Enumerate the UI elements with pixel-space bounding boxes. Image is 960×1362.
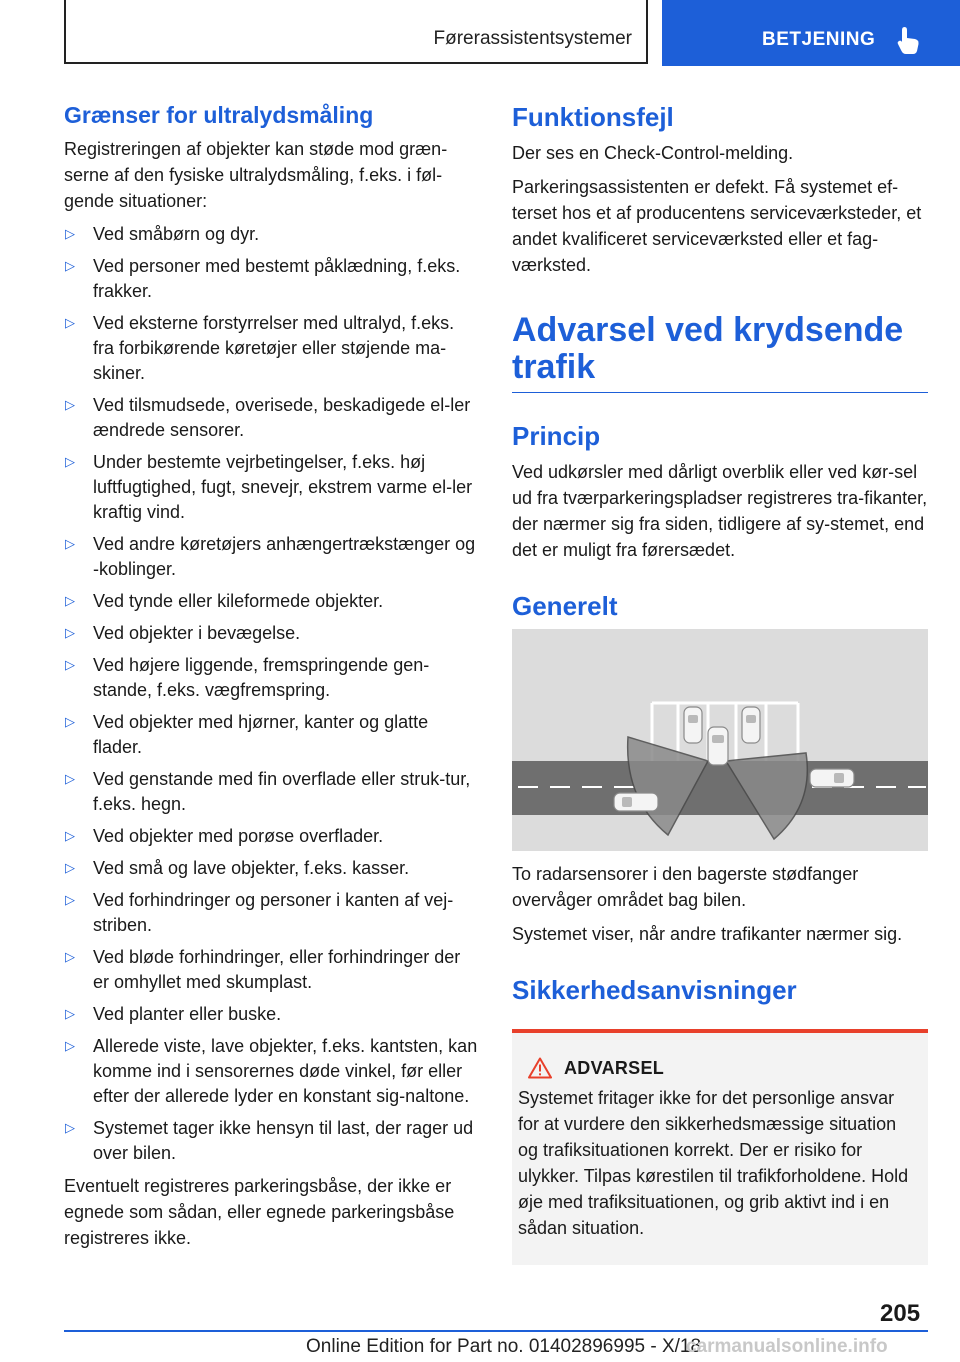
general-paragraph-2: Systemet viser, når andre trafikanter nærmer sig. (512, 924, 903, 944)
fault-paragraph-2: Parkeringsassistenten er defekt. Få systemet ef-terset hos et af producentens serviceværksteder, et andet kvalificeret serviceværksted eller et fag-værksted. (512, 177, 922, 275)
warning-title-row (528, 1057, 920, 1079)
header-chapter-title: BETJENING (762, 29, 876, 50)
triangle-bullet-icon: ▷ (65, 714, 75, 729)
warning-triangle-icon (528, 1057, 552, 1079)
list-item: ▷ Ved tilsmudsede, overisede, beskadigede el-ler ændrede sensorer. (65, 395, 471, 440)
pointing-hand-icon (896, 27, 922, 55)
triangle-bullet-icon: ▷ (65, 397, 75, 412)
general-heading: Generelt (512, 591, 618, 621)
list-item: ▷ Ved forhindringer og personer i kanten af vej-striben. (65, 890, 454, 935)
cross-traffic-illustration (512, 629, 928, 851)
triangle-bullet-icon: ▷ (65, 771, 75, 786)
list-item: ▷ Ved eksterne forstyrrelser med ultralyd, f.eks. fra forbikørende køretøjer eller støjende ma-skiner. (65, 313, 455, 383)
header-chapter-tab (662, 0, 960, 66)
page-number: 205 (880, 1300, 921, 1327)
warning-box (512, 1029, 928, 1265)
triangle-bullet-icon: ▷ (65, 454, 75, 469)
ultrasound-limits-outro: Eventuelt registreres parkeringsbåse, der ikke er egnede som sådan, eller egnede parkeringsbåse registreres ikke. (64, 1176, 455, 1248)
list-item: ▷ Ved objekter med porøse overflader. (65, 826, 384, 846)
list-item: ▷ Ved personer med bestemt påklædning, f.eks. frakker. (65, 256, 461, 301)
list-item: ▷ Ved bløde forhindringer, eller forhindringer der er omhyllet med skumplast. (65, 947, 461, 992)
triangle-bullet-icon: ▷ (65, 226, 75, 241)
chapter-title: Advarsel ved krydsende trafik (512, 312, 928, 393)
list-item: ▷ Ved små og lave objekter, f.eks. kasser. (65, 858, 410, 878)
list-item: ▷ Ved objekter med hjørner, kanter og glatte flader. (65, 712, 429, 757)
list-item: ▷ Allerede viste, lave objekter, f.eks. kantsten, kan komme ind i sensorernes døde vinkel, før eller efter der allerede lyder en konstant sig-naltone. (65, 1036, 478, 1106)
triangle-bullet-icon: ▷ (65, 828, 75, 843)
list-item: ▷ Ved genstande med fin overflade eller struk-tur, f.eks. hegn. (65, 769, 471, 814)
list-item: ▷ Ved planter eller buske. (65, 1004, 282, 1024)
watermark: carmanualsonline.info (686, 1336, 888, 1357)
fault-paragraph-1: Der ses en Check-Control-melding. (512, 143, 794, 163)
fault-heading: Funktionsfejl (512, 102, 674, 132)
list-item: ▷ Under bestemte vejrbetingelser, f.eks. høj luftfugtighed, fugt, snevejr, ekstrem varme el-ler kraftig vind. (65, 452, 473, 522)
principle-heading: Princip (512, 421, 601, 451)
triangle-bullet-icon: ▷ (65, 1006, 75, 1021)
list-item: ▷ Ved småbørn og dyr. (65, 224, 260, 244)
list-item: ▷ Systemet tager ikke hensyn til last, der rager ud over bilen. (65, 1118, 474, 1163)
triangle-bullet-icon: ▷ (65, 860, 75, 875)
header-section-title: Førerassistentsystemer (433, 28, 632, 49)
triangle-bullet-icon: ▷ (65, 949, 75, 964)
right-column (512, 100, 928, 1265)
triangle-bullet-icon: ▷ (65, 315, 75, 330)
ultrasound-limits-heading: Grænser for ultralydsmåling (64, 102, 374, 128)
warning-label: ADVARSEL (564, 1057, 665, 1078)
list-item: ▷ Ved højere liggende, fremspringende gen-stande, f.eks. vægfremspring. (65, 655, 430, 700)
triangle-bullet-icon: ▷ (65, 258, 75, 273)
safety-heading: Sikkerhedsanvisninger (512, 975, 797, 1005)
principle-paragraph: Ved udkørsler med dårligt overblik eller ved kør-sel ud fra tværparkeringspladser registreres tra-fikanter, der nærmer sig fra siden, tidligere af sy-stemet, end det er muligt fra førersædet. (512, 462, 928, 560)
triangle-bullet-icon: ▷ (65, 892, 75, 907)
general-paragraph-1: To radarsensorer i den bagerste stødfanger overvåger området bag bilen. (512, 864, 859, 910)
triangle-bullet-icon: ▷ (65, 593, 75, 608)
ultrasound-limits-list (64, 222, 478, 1166)
triangle-bullet-icon: ▷ (65, 1038, 75, 1053)
triangle-bullet-icon: ▷ (65, 657, 75, 672)
triangle-bullet-icon: ▷ (65, 1120, 75, 1135)
triangle-bullet-icon: ▷ (65, 625, 75, 640)
list-item: ▷ Ved andre køretøjers anhængertrækstænger og -koblinger. (65, 534, 476, 579)
header-section-box (64, 0, 648, 64)
ultrasound-limits-intro: Registreringen af objekter kan støde mod græn-serne af den fysiske ultralydsmåling, f.eks. i føl-gende situationer: (64, 139, 448, 211)
footer-edition: Online Edition for Part no. 01402896995 - X/18 (306, 1336, 702, 1357)
triangle-bullet-icon: ▷ (65, 536, 75, 551)
list-item: ▷ Ved tynde eller kileformede objekter. (65, 591, 384, 611)
warning-text: Systemet fritager ikke for det personlige ansvar for at vurdere den sikkerhedsmæssige situation og trafiksituationen korrekt. Der er risiko for ulykker. Tilpas kørestilen til trafikforholdene. Hold øje med trafiksituationen, og grib aktivt ind i en sådan situation. (518, 1088, 909, 1238)
footer-divider (64, 1330, 928, 1332)
list-item: ▷ Ved objekter i bevægelse. (65, 623, 301, 643)
left-column (64, 100, 478, 1259)
